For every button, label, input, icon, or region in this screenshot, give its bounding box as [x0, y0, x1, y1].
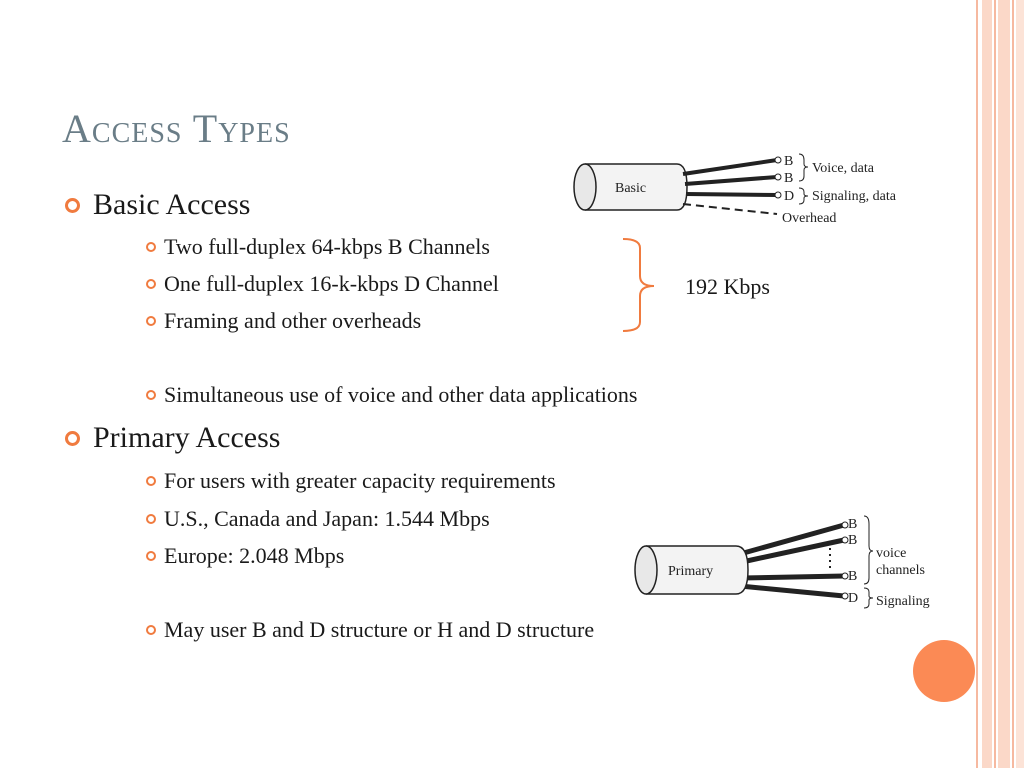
bullet-icon: [146, 476, 156, 486]
sub-bullet-text: One full-duplex 16-k-kbps D Channel: [164, 271, 499, 296]
channel-b-label: B: [848, 569, 858, 584]
stripe: [994, 0, 996, 768]
stripe: [1016, 0, 1024, 768]
slide-title: Access Types: [62, 106, 291, 151]
sub-bullet-text: May user B and D structure or H and D structure: [164, 617, 595, 642]
bullet-icon: [146, 551, 156, 561]
bullet-icon: [65, 198, 80, 213]
sub-bullet-text: U.S., Canada and Japan: 1.544 Mbps: [164, 506, 490, 531]
overhead-label: Overhead: [782, 211, 837, 226]
channel-b-label: B: [848, 533, 858, 548]
stripe: [982, 0, 992, 768]
stripe: [998, 0, 1010, 768]
sub-bullet: [146, 308, 421, 334]
bullet-basic-access: [65, 188, 250, 222]
bullet-icon: [146, 279, 156, 289]
bullet-text: Primary Access: [93, 421, 281, 454]
channel-d-label: D: [848, 591, 859, 606]
sub-bullet: [146, 382, 637, 408]
bullet-icon: [146, 316, 156, 326]
channel-b-label: B: [848, 517, 858, 532]
sub-bullet: [146, 271, 499, 297]
bullet-icon: [146, 242, 156, 252]
bullet-primary-access: [65, 421, 280, 455]
channels-label: channels: [876, 563, 925, 578]
basic-access-diagram: [565, 150, 925, 230]
sub-bullet-text: Simultaneous use of voice and other data applications: [164, 382, 638, 407]
signaling-label: Signaling: [876, 594, 930, 609]
stripe: [976, 0, 978, 768]
curly-bracket: [618, 236, 668, 334]
stripe: [1012, 0, 1014, 768]
bullet-icon: [146, 514, 156, 524]
basic-cable-label: Basic: [615, 181, 647, 196]
bandwidth-label: 192 Kbps: [685, 274, 770, 299]
bullet-icon: [65, 431, 80, 446]
signaling-data-label: Signaling, data: [812, 189, 896, 204]
bullet-icon: [146, 390, 156, 400]
sub-bullet: [146, 617, 594, 643]
primary-access-diagram: [628, 512, 948, 616]
sub-bullet-text: For users with greater capacity requirements: [164, 468, 556, 493]
sub-bullet-text: Europe: 2.048 Mbps: [164, 543, 345, 568]
bullet-icon: [146, 625, 156, 635]
decorative-stripes: [976, 0, 1024, 768]
decorative-circle: [913, 640, 975, 702]
sub-bullet-text: Two full-duplex 64-kbps B Channels: [164, 234, 490, 259]
sub-bullet: [146, 543, 344, 569]
channel-b-label: B: [784, 154, 794, 169]
bullet-text: Basic Access: [93, 188, 251, 221]
sub-bullet: [146, 234, 490, 260]
sub-bullet: [146, 468, 556, 494]
voice-label: voice: [876, 546, 907, 561]
sub-bullet-text: Framing and other overheads: [164, 308, 422, 333]
primary-cable-label: Primary: [668, 564, 714, 579]
voice-data-label: Voice, data: [812, 161, 874, 176]
channel-d-label: D: [784, 189, 795, 204]
channel-b-label: B: [784, 171, 794, 186]
sub-bullet: [146, 506, 490, 532]
